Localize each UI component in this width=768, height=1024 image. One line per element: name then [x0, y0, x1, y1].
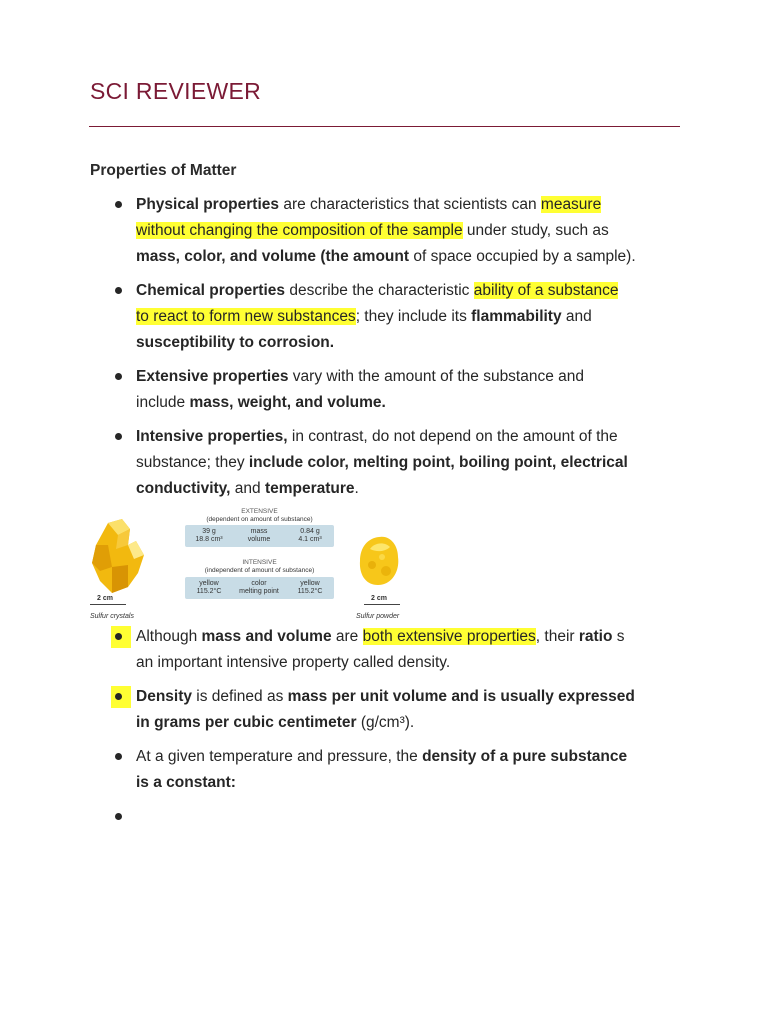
term-intensive-properties: Intensive properties,: [136, 428, 288, 445]
section-heading: Properties of Matter: [90, 162, 237, 179]
extensive-panel: [185, 525, 334, 547]
int-left-2: 115.2°C: [196, 588, 222, 595]
text: is defined as: [192, 688, 288, 705]
ext-left-1: 39 g: [202, 528, 216, 535]
bold-text: flammability: [471, 308, 562, 325]
bold-text: susceptibility to corrosion.: [136, 334, 335, 351]
bold-text: conductivity,: [136, 480, 231, 497]
bullet-extensive-properties: [115, 364, 675, 416]
scale-bar-right: [364, 604, 400, 605]
text: Although: [136, 628, 202, 645]
intensive-subtitle: (independent of amount of substance): [204, 567, 315, 574]
extensive-title: EXTENSIVE: [241, 508, 278, 515]
int-right-1: yellow: [300, 580, 320, 587]
text: an important intensive property called density.: [136, 654, 451, 671]
text: describe the characteristic: [285, 282, 474, 299]
ext-right-2: 4.1 cm³: [298, 536, 322, 543]
bold-text: mass, color, and volume (the amount: [136, 248, 410, 265]
ext-left-2: 18.8 cm³: [195, 536, 223, 543]
term-physical-properties: Physical properties: [136, 196, 280, 213]
text: At a given temperature and pressure, the: [136, 748, 423, 765]
text: under study, such as: [462, 222, 609, 239]
scale-label-left: 2 cm: [97, 595, 113, 602]
bold-text: ratio: [578, 628, 613, 645]
int-left-1: yellow: [199, 580, 219, 587]
text: vary with the amount of the substance and: [288, 368, 585, 385]
bullet-dot: [111, 626, 131, 648]
int-mid-2: melting point: [239, 588, 279, 595]
text: .: [354, 480, 359, 497]
title-divider: [89, 126, 680, 127]
ext-mid-1: mass: [250, 528, 268, 535]
bold-text: include color, melting point, boiling point, electrical: [248, 454, 628, 471]
bold-text: is a constant:: [136, 774, 236, 791]
bold-text: in grams per cubic centimeter: [136, 714, 357, 731]
bullet-dot: [111, 686, 131, 708]
bold-text: mass per unit volume and is usually expressed: [287, 688, 635, 705]
bold-text: mass and volume: [201, 628, 332, 645]
highlighted-text: without changing the composition of the sample: [136, 222, 463, 239]
text: are: [331, 628, 363, 645]
bullet-chemical-properties: [115, 278, 675, 356]
text: s: [612, 628, 625, 645]
bullet-ratio: [115, 624, 685, 676]
text: of space occupied by a sample).: [409, 248, 636, 265]
text: include: [136, 394, 190, 411]
term-extensive-properties: Extensive properties: [136, 368, 289, 385]
ext-right-1: 0.84 g: [300, 528, 320, 535]
highlighted-text: both extensive properties: [362, 628, 536, 645]
extensive-subtitle: (dependent on amount of substance): [206, 516, 313, 523]
bullet-physical-properties: [115, 192, 675, 270]
bullet-density: [115, 684, 675, 736]
text: and: [561, 308, 592, 325]
intensive-title: INTENSIVE: [242, 559, 277, 566]
scale-label-right: 2 cm: [371, 595, 387, 602]
highlighted-text: measure: [540, 196, 602, 213]
term-chemical-properties: Chemical properties: [136, 282, 286, 299]
text: in contrast, do not depend on the amount of the: [287, 428, 618, 445]
text: substance; they: [136, 454, 249, 471]
bullet-intensive-properties: [115, 424, 675, 502]
sulfur-properties-figure: [88, 505, 418, 625]
bullet-density-constant: [115, 744, 675, 796]
ext-mid-2: volume: [247, 536, 271, 543]
sulfur-powder-image: [356, 531, 402, 589]
int-mid-1: color: [251, 580, 267, 587]
bold-text: mass, weight, and volume.: [189, 394, 386, 411]
highlighted-text: to react to form new substances: [136, 308, 356, 325]
bold-text: density of a pure substance: [422, 748, 628, 765]
text: , their: [535, 628, 579, 645]
intensive-panel: [185, 577, 334, 599]
bold-text: temperature: [264, 480, 355, 497]
text: are characteristics that scientists can: [279, 196, 541, 213]
document-title: SCI REVIEWER: [90, 78, 262, 104]
text: and: [230, 480, 265, 497]
text: ; they include its: [355, 308, 472, 325]
caption-sulfur-powder: Sulfur powder: [356, 613, 400, 620]
text: (g/cm³).: [356, 714, 415, 731]
int-right-2: 115.2°C: [297, 588, 323, 595]
sulfur-crystals-image: [88, 515, 150, 597]
term-density: Density: [136, 688, 192, 705]
highlighted-text: ability of a substance: [473, 282, 619, 299]
scale-bar-left: [90, 604, 126, 605]
caption-sulfur-crystals: Sulfur crystals: [90, 613, 134, 620]
